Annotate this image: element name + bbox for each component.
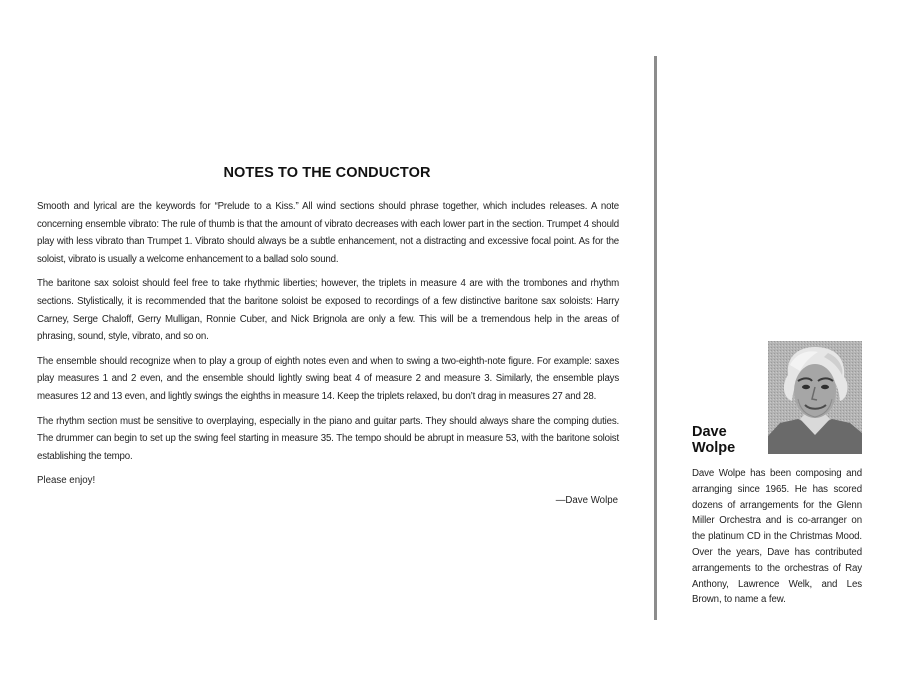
author-bio: Dave Wolpe has been composing and arranging since 1965. He has scored dozens of arrangements for the Glenn Miller Orchestra and is co-arranger on the platinum CD in the Christmas Mood. Over the years, Dave has contributed arrangements to the orchestras of Ray Anthony, Lawrence Welk, and Les Brown, to name a few.: [692, 468, 862, 606]
notes-paragraph-3: The ensemble should recognize when to play a group of eighth notes even and when to swing a two-eighth-note figure. For example: saxes play measures 1 and 2 even, and the ensemble should lightly swing beat 4 of measure 2 and measure 3. Similarly, the ensemble plays measures 12 and 13 even, and lightly swings the eighths in measure 14. Keep the triplets relaxed, bu don’t drag in measures 27 and 28.: [37, 355, 619, 402]
notes-paragraph-2: The baritone sax soloist should feel free to take rhythmic liberties; however, the triplets in measure 4 are with the trombones and rhythm sections. Stylistically, it is recommended that the baritone soloist be exposed to recordings of a few distinctive baritone sax soloists: Harry Carney, Serge Chaloff, Gerry Mulligan, Ronnie Cuber, and Nick Brignola are only a few. This will be a tremendous help in the areas of phrasing, sound, style, vibrato, and so on.: [37, 278, 619, 343]
author-name: [692, 424, 735, 456]
page-title: NOTES TO THE CONDUCTOR: [223, 165, 431, 181]
author-photo: [768, 341, 862, 454]
author-last-name: Wolpe: [692, 440, 736, 456]
notes-paragraph-4: The rhythm section must be sensitive to overplaying, especially in the piano and guitar parts. They should always share the comping duties. The drummer can begin to set up the swing feel starting in measure 35. The tempo should be abrupt in measure 53, with the baritone soloist establishing the tempo.: [37, 415, 619, 462]
notes-paragraph-1: Smooth and lyrical are the keywords for “Prelude to a Kiss.” All wind sections should phrase together, which includes releases. A note concerning ensemble vibrato: The rule of thumb is that the amount of vibrato decreases with each lower part in the section. Trumpet 4 should play with less vibrato than Trumpet 1. Vibrato should always be a subtle enhancement, not a distracting and excessive focal point. As for the soloist, vibrato is usually a welcome enhancement to a ballad solo sound.: [37, 201, 619, 265]
column-divider: [654, 56, 657, 620]
conductor-notes: [37, 165, 619, 510]
closing-line: Please enjoy!: [37, 475, 96, 487]
author-first-name: Dave: [692, 424, 727, 440]
signature: —Dave Wolpe: [555, 494, 618, 506]
portrait-image: [768, 341, 862, 454]
